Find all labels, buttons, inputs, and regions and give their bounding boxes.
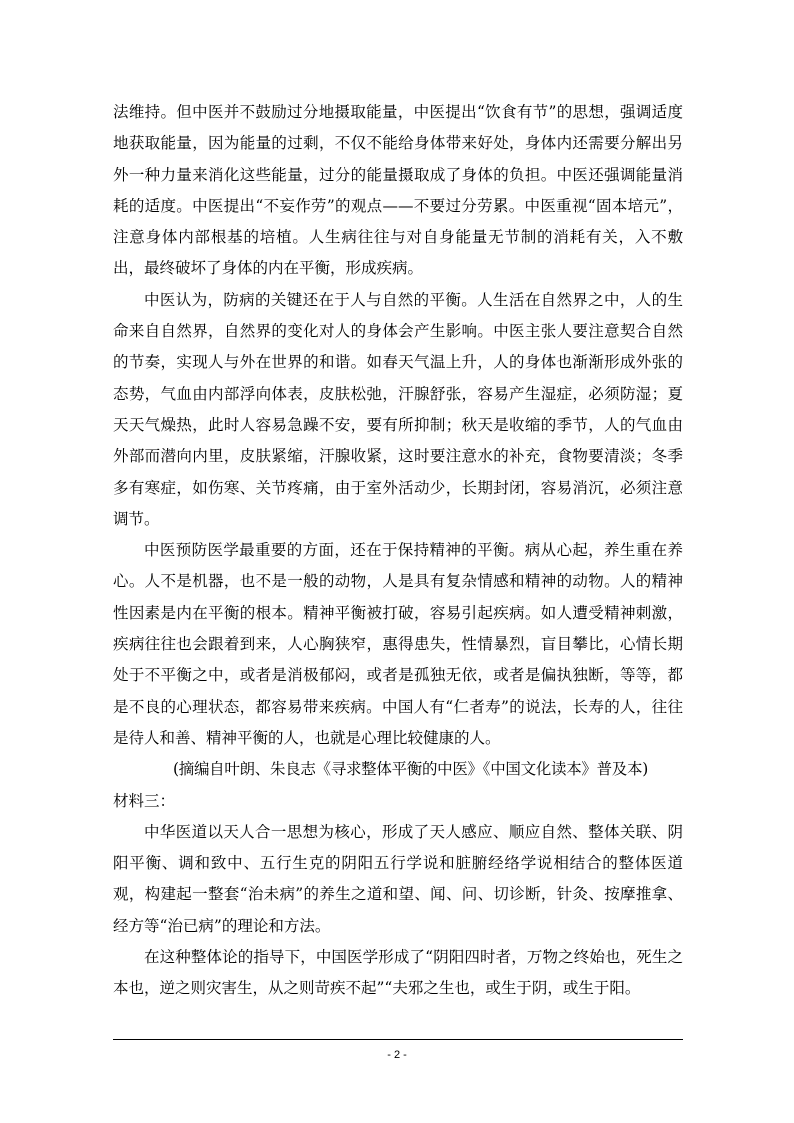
paragraph-nature-balance: 中医认为，防病的关键还在于人与自然的平衡。人生活在自然界之中，人的生命来自自然界，自然界的变化对人的身体会产生影响。中医主张人要注意契合自然的节奏，实现人与外在世界的和谐。如春天气温上升，人的身体也渐渐形成外张的态势，气血由内部浮向体表，皮肤松弛，汗腺舒张，容易产生湿症，必须防湿；夏天天气燥热，此时人容易急躁不安，要有所抑制；秋天是收缩的季节，人的气血由外部而潜向内里，皮肤紧缩，汗腺收紧，这时要注意水的补充，食物要清淡；冬季多有寒症，如伤寒、关节疼痛，由于室外活动少，长期封闭，容易消沉，必须注意调节。 (113, 290, 683, 528)
paragraph-holism: 在这种整体论的指导下，中国医学形成了“阴阳四时者，万物之终始也，死生之本也，逆之则灾害生，从之则苛疾不起”“夫邪之生也，或生于阴，或生于阳。 (113, 948, 683, 998)
paragraph-spirit-balance: 中医预防医学最重要的方面，还在于保持精神的平衡。病从心起，养生重在养心。人不是机器，也不是一般的动物，人是具有复杂情感和精神的动物。人的精神性因素是内在平衡的根本。精神平衡被打破，容易引起疾病。如人遭受精神刺激，疾病往往也会跟着到来，人心胸狭窄，惠得患失，性情暴烈，盲目攀比，心情长期处于不平衡之中，或者是消极郁闷，或者是孤独无依，或者是偏执独断，等等，都是不良的心理状态，都容易带来疾病。中国人有“仁者寿”的说法，长寿的人，往往是待人和善、精神平衡的人，也就是心理比较健康的人。 (113, 541, 683, 747)
source-citation: (摘编自叶朗、朱良志《寻求整体平衡的中医》《中国文化读本》普及本) (173, 760, 648, 779)
material-label: 材料三： (113, 791, 176, 810)
paragraph-tianren-heyi: 中华医道以天人合一思想为核心，形成了天人感应、顺应自然、整体关联、阴阳平衡、调和致中、五行生克的阴阳五行学说和脏腑经络学说相结合的整体医道观，构建起一整套“治未病”的养生之道和望、闻、问、切诊断，针灸、按摩推拿、经方等“治已病”的理论和方法。 (113, 822, 683, 935)
paragraph-continuation: 法维持。但中医并不鼓励过分地摄取能量，中医提出“饮食有节”的思想，强调适度地获取能量，因为能量的过剩，不仅不能给身体带来好处，身体内还需要分解出另外一种力量来消化这些能量，过分的能量摄取成了身体的负担。中医还强调能量消耗的适度。中医提出“不妄作劳”的观点——不要过分劳累。中医重视“固本培元”，注意身体内部根基的培植。人生病往往与对自身能量无节制的消耗有关，入不敷出，最终破坏了身体的内在平衡，形成疾病。 (113, 103, 683, 278)
document-body (113, 97, 683, 1005)
page-number: - 2 - (387, 1049, 407, 1061)
footer-divider (113, 1039, 683, 1040)
